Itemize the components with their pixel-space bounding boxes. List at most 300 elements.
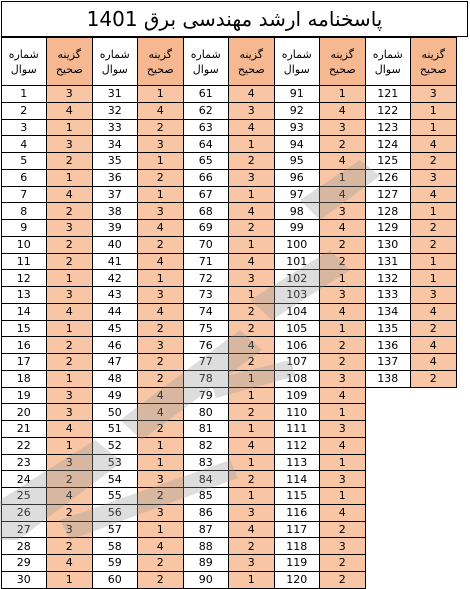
table-row (2, 136, 457, 153)
question-number-cell: 23 (2, 454, 47, 471)
answer-cell: 2 (319, 337, 366, 354)
answer-cell: 3 (46, 86, 93, 103)
answer-cell: 3 (46, 404, 93, 421)
question-number-cell: 40 (93, 236, 138, 253)
question-number-cell: 91 (275, 86, 320, 103)
question-number-cell: 112 (275, 437, 320, 454)
answer-cell: 1 (46, 437, 93, 454)
empty-cell (410, 437, 457, 454)
table-row (2, 220, 457, 237)
question-number-cell: 41 (93, 253, 138, 270)
table-row (2, 86, 457, 103)
question-number-cell: 96 (275, 169, 320, 186)
answer-cell: 4 (228, 521, 275, 538)
empty-cell (366, 421, 411, 438)
question-number-cell: 21 (2, 421, 47, 438)
table-row (2, 303, 457, 320)
answer-cell: 2 (46, 504, 93, 521)
answer-cell: 4 (319, 186, 366, 203)
answer-cell: 4 (137, 404, 184, 421)
answer-cell: 2 (46, 236, 93, 253)
question-number-cell: 92 (275, 102, 320, 119)
question-number-cell: 137 (366, 354, 411, 371)
answer-cell: 1 (319, 270, 366, 287)
empty-cell (410, 471, 457, 488)
answer-cell: 1 (46, 270, 93, 287)
question-number-cell: 102 (275, 270, 320, 287)
question-number-cell: 110 (275, 404, 320, 421)
empty-cell (410, 538, 457, 555)
answer-cell: 2 (137, 169, 184, 186)
answer-cell: 3 (319, 471, 366, 488)
answer-cell: 2 (137, 320, 184, 337)
question-number-cell: 33 (93, 119, 138, 136)
answer-cell: 1 (319, 454, 366, 471)
question-number-cell: 1 (2, 86, 47, 103)
table-row (2, 471, 457, 488)
answer-key-table (1, 37, 457, 589)
answer-cell: 1 (319, 86, 366, 103)
question-number-cell: 101 (275, 253, 320, 270)
question-number-cell: 120 (275, 571, 320, 588)
question-number-cell: 3 (2, 119, 47, 136)
answer-cell: 4 (46, 555, 93, 572)
answer-cell: 2 (137, 488, 184, 505)
answer-cell: 3 (319, 370, 366, 387)
answer-cell: 1 (410, 203, 457, 220)
table-row (2, 119, 457, 136)
table-row (2, 354, 457, 371)
question-number-cell: 109 (275, 387, 320, 404)
answer-cell: 4 (319, 504, 366, 521)
question-number-cell: 117 (275, 521, 320, 538)
question-number-cell: 58 (93, 538, 138, 555)
table-row (2, 236, 457, 253)
question-number-cell: 69 (184, 220, 229, 237)
question-number-cell: 71 (184, 253, 229, 270)
question-number-cell: 48 (93, 370, 138, 387)
answer-cell: 2 (228, 320, 275, 337)
question-number-cell: 38 (93, 203, 138, 220)
question-number-cell: 75 (184, 320, 229, 337)
table-row (2, 521, 457, 538)
answer-cell: 2 (410, 153, 457, 170)
question-number-cell: 11 (2, 253, 47, 270)
answer-cell: 2 (410, 320, 457, 337)
question-number-cell: 113 (275, 454, 320, 471)
question-number-cell: 19 (2, 387, 47, 404)
question-number-cell: 73 (184, 287, 229, 304)
question-number-cell: 74 (184, 303, 229, 320)
answer-cell: 2 (137, 421, 184, 438)
answer-cell: 1 (137, 521, 184, 538)
sheet-title-text: پاسخنامه ارشد مهندسی برق 1401 (86, 7, 383, 31)
question-number-cell: 82 (184, 437, 229, 454)
question-number-cell: 125 (366, 153, 411, 170)
question-number-cell: 88 (184, 538, 229, 555)
question-number-cell: 34 (93, 136, 138, 153)
answer-cell: 2 (137, 571, 184, 588)
table-row (2, 454, 457, 471)
table-row (2, 538, 457, 555)
table-row (2, 555, 457, 572)
answer-cell: 1 (410, 253, 457, 270)
question-number-cell: 115 (275, 488, 320, 505)
answer-cell: 3 (137, 337, 184, 354)
answer-cell: 4 (46, 303, 93, 320)
question-number-cell: 97 (275, 186, 320, 203)
question-number-cell: 67 (184, 186, 229, 203)
question-number-cell: 114 (275, 471, 320, 488)
question-number-cell: 5 (2, 153, 47, 170)
answer-cell: 3 (319, 119, 366, 136)
empty-cell (410, 571, 457, 588)
answer-cell: 4 (228, 253, 275, 270)
answer-cell: 3 (410, 169, 457, 186)
header-question-number: شماره سوال (184, 38, 229, 86)
table-row (2, 203, 457, 220)
question-number-cell: 45 (93, 320, 138, 337)
question-number-cell: 93 (275, 119, 320, 136)
answer-cell: 3 (319, 421, 366, 438)
empty-cell (366, 488, 411, 505)
table-row (2, 421, 457, 438)
answer-cell: 2 (228, 220, 275, 237)
question-number-cell: 70 (184, 236, 229, 253)
answer-cell: 4 (137, 253, 184, 270)
table-row (2, 404, 457, 421)
question-number-cell: 4 (2, 136, 47, 153)
answer-cell: 3 (228, 102, 275, 119)
answer-cell: 4 (410, 186, 457, 203)
question-number-cell: 123 (366, 119, 411, 136)
answer-cell: 4 (228, 119, 275, 136)
question-number-cell: 128 (366, 203, 411, 220)
question-number-cell: 105 (275, 320, 320, 337)
question-number-cell: 62 (184, 102, 229, 119)
question-number-cell: 133 (366, 287, 411, 304)
table-body (2, 86, 457, 589)
question-number-cell: 2 (2, 102, 47, 119)
question-number-cell: 130 (366, 236, 411, 253)
answer-cell: 1 (137, 153, 184, 170)
question-number-cell: 53 (93, 454, 138, 471)
answer-cell: 3 (137, 504, 184, 521)
question-number-cell: 81 (184, 421, 229, 438)
answer-cell: 1 (46, 370, 93, 387)
question-number-cell: 78 (184, 370, 229, 387)
question-number-cell: 124 (366, 136, 411, 153)
table-row (2, 169, 457, 186)
table-row (2, 437, 457, 454)
empty-cell (410, 421, 457, 438)
answer-cell: 2 (228, 538, 275, 555)
answer-cell: 2 (319, 236, 366, 253)
answer-cell: 2 (137, 236, 184, 253)
answer-cell: 2 (137, 119, 184, 136)
question-number-cell: 131 (366, 253, 411, 270)
answer-cell: 4 (228, 203, 275, 220)
empty-cell (366, 471, 411, 488)
question-number-cell: 8 (2, 203, 47, 220)
empty-cell (410, 404, 457, 421)
answer-cell: 3 (228, 504, 275, 521)
answer-cell: 2 (319, 253, 366, 270)
question-number-cell: 80 (184, 404, 229, 421)
question-number-cell: 54 (93, 471, 138, 488)
table-row (2, 186, 457, 203)
answer-cell: 4 (137, 102, 184, 119)
empty-cell (366, 437, 411, 454)
empty-cell (366, 538, 411, 555)
answer-cell: 4 (228, 337, 275, 354)
answer-cell: 2 (228, 471, 275, 488)
question-number-cell: 66 (184, 169, 229, 186)
question-number-cell: 15 (2, 320, 47, 337)
answer-cell: 1 (319, 488, 366, 505)
empty-cell (366, 404, 411, 421)
answer-cell: 2 (46, 471, 93, 488)
question-number-cell: 55 (93, 488, 138, 505)
answer-cell: 4 (228, 86, 275, 103)
answer-cell: 1 (319, 169, 366, 186)
question-number-cell: 79 (184, 387, 229, 404)
answer-cell: 2 (46, 253, 93, 270)
answer-cell: 1 (228, 236, 275, 253)
question-number-cell: 36 (93, 169, 138, 186)
answer-cell: 2 (228, 404, 275, 421)
question-number-cell: 65 (184, 153, 229, 170)
question-number-cell: 108 (275, 370, 320, 387)
question-number-cell: 64 (184, 136, 229, 153)
header-correct-option: گزینه صحیح (137, 38, 184, 86)
question-number-cell: 24 (2, 471, 47, 488)
answer-cell: 3 (46, 136, 93, 153)
answer-cell: 4 (319, 303, 366, 320)
question-number-cell: 94 (275, 136, 320, 153)
answer-cell: 4 (319, 220, 366, 237)
empty-cell (366, 521, 411, 538)
question-number-cell: 32 (93, 102, 138, 119)
answer-cell: 4 (46, 421, 93, 438)
question-number-cell: 83 (184, 454, 229, 471)
question-number-cell: 135 (366, 320, 411, 337)
question-number-cell: 121 (366, 86, 411, 103)
question-number-cell: 136 (366, 337, 411, 354)
question-number-cell: 134 (366, 303, 411, 320)
answer-cell: 2 (319, 571, 366, 588)
answer-cell: 3 (410, 287, 457, 304)
question-number-cell: 9 (2, 220, 47, 237)
table-row (2, 320, 457, 337)
question-number-cell: 39 (93, 220, 138, 237)
header-question-number: شماره سوال (93, 38, 138, 86)
question-number-cell: 17 (2, 354, 47, 371)
answer-cell: 3 (228, 270, 275, 287)
question-number-cell: 122 (366, 102, 411, 119)
question-number-cell: 10 (2, 236, 47, 253)
answer-cell: 1 (319, 320, 366, 337)
answer-cell: 2 (137, 354, 184, 371)
answer-cell: 1 (228, 186, 275, 203)
question-number-cell: 98 (275, 203, 320, 220)
answer-cell: 4 (137, 387, 184, 404)
question-number-cell: 47 (93, 354, 138, 371)
question-number-cell: 138 (366, 370, 411, 387)
answer-cell: 4 (228, 437, 275, 454)
empty-cell (410, 555, 457, 572)
table-row (2, 253, 457, 270)
answer-cell: 4 (137, 220, 184, 237)
question-number-cell: 116 (275, 504, 320, 521)
question-number-cell: 35 (93, 153, 138, 170)
question-number-cell: 60 (93, 571, 138, 588)
answer-cell: 2 (228, 354, 275, 371)
answer-cell: 2 (137, 370, 184, 387)
question-number-cell: 43 (93, 287, 138, 304)
answer-cell: 1 (228, 421, 275, 438)
question-number-cell: 29 (2, 555, 47, 572)
table-row (2, 370, 457, 387)
empty-cell (366, 454, 411, 471)
table-row (2, 337, 457, 354)
question-number-cell: 127 (366, 186, 411, 203)
question-number-cell: 126 (366, 169, 411, 186)
table-row (2, 102, 457, 119)
question-number-cell: 28 (2, 538, 47, 555)
answer-cell: 1 (410, 119, 457, 136)
question-number-cell: 59 (93, 555, 138, 572)
question-number-cell: 100 (275, 236, 320, 253)
answer-cell: 4 (46, 186, 93, 203)
question-number-cell: 57 (93, 521, 138, 538)
answer-cell: 3 (137, 136, 184, 153)
question-number-cell: 85 (184, 488, 229, 505)
answer-cell: 1 (410, 102, 457, 119)
empty-cell (366, 504, 411, 521)
answer-cell: 3 (137, 203, 184, 220)
header-correct-option: گزینه صحیح (410, 38, 457, 86)
question-number-cell: 72 (184, 270, 229, 287)
answer-cell: 1 (319, 404, 366, 421)
question-number-cell: 50 (93, 404, 138, 421)
answer-cell: 2 (46, 354, 93, 371)
empty-cell (366, 555, 411, 572)
table-row (2, 270, 457, 287)
answer-cell: 2 (319, 555, 366, 572)
header-correct-option: گزینه صحیح (228, 38, 275, 86)
answer-cell: 3 (319, 287, 366, 304)
answer-cell: 3 (46, 454, 93, 471)
question-number-cell: 30 (2, 571, 47, 588)
answer-cell: 2 (46, 203, 93, 220)
question-number-cell: 99 (275, 220, 320, 237)
question-number-cell: 107 (275, 354, 320, 371)
answer-cell: 1 (137, 270, 184, 287)
question-number-cell: 129 (366, 220, 411, 237)
answer-cell: 3 (410, 86, 457, 103)
answer-cell: 2 (319, 136, 366, 153)
answer-cell: 1 (228, 571, 275, 588)
question-number-cell: 63 (184, 119, 229, 136)
answer-cell: 4 (46, 102, 93, 119)
empty-cell (366, 571, 411, 588)
empty-cell (366, 387, 411, 404)
question-number-cell: 12 (2, 270, 47, 287)
answer-cell: 1 (410, 270, 457, 287)
answer-cell: 2 (228, 153, 275, 170)
answer-cell: 3 (319, 538, 366, 555)
answer-cell: 1 (228, 488, 275, 505)
answer-cell: 1 (137, 186, 184, 203)
answer-cell: 4 (46, 488, 93, 505)
question-number-cell: 132 (366, 270, 411, 287)
question-number-cell: 61 (184, 86, 229, 103)
answer-cell: 1 (46, 320, 93, 337)
table-row (2, 504, 457, 521)
question-number-cell: 52 (93, 437, 138, 454)
question-number-cell: 49 (93, 387, 138, 404)
question-number-cell: 16 (2, 337, 47, 354)
table-row (2, 287, 457, 304)
answer-cell: 3 (137, 287, 184, 304)
answer-cell: 2 (228, 303, 275, 320)
answer-cell: 4 (137, 538, 184, 555)
answer-cell: 2 (46, 538, 93, 555)
answer-cell: 3 (228, 169, 275, 186)
answer-cell: 2 (410, 236, 457, 253)
answer-cell: 4 (410, 303, 457, 320)
question-number-cell: 76 (184, 337, 229, 354)
question-number-cell: 31 (93, 86, 138, 103)
question-number-cell: 68 (184, 203, 229, 220)
answer-cell: 3 (46, 387, 93, 404)
question-number-cell: 103 (275, 287, 320, 304)
header-question-number: شماره سوال (275, 38, 320, 86)
answer-cell: 4 (410, 337, 457, 354)
question-number-cell: 37 (93, 186, 138, 203)
question-number-cell: 7 (2, 186, 47, 203)
question-number-cell: 106 (275, 337, 320, 354)
answer-cell: 4 (410, 136, 457, 153)
answer-cell: 3 (46, 220, 93, 237)
question-number-cell: 44 (93, 303, 138, 320)
answer-cell: 4 (137, 303, 184, 320)
table-row (2, 153, 457, 170)
header-correct-option: گزینه صحیح (319, 38, 366, 86)
question-number-cell: 51 (93, 421, 138, 438)
table-row (2, 387, 457, 404)
answer-cell: 1 (228, 136, 275, 153)
question-number-cell: 46 (93, 337, 138, 354)
sheet-title (1, 1, 468, 37)
answer-cell: 1 (228, 454, 275, 471)
answer-cell: 3 (46, 287, 93, 304)
question-number-cell: 89 (184, 555, 229, 572)
question-number-cell: 119 (275, 555, 320, 572)
question-number-cell: 6 (2, 169, 47, 186)
empty-cell (410, 488, 457, 505)
answer-cell: 4 (319, 437, 366, 454)
question-number-cell: 42 (93, 270, 138, 287)
answer-cell: 4 (319, 102, 366, 119)
question-number-cell: 18 (2, 370, 47, 387)
answer-cell: 2 (137, 555, 184, 572)
answer-cell: 2 (410, 370, 457, 387)
header-question-number: شماره سوال (2, 38, 47, 86)
answer-cell: 2 (319, 521, 366, 538)
answer-cell: 2 (319, 354, 366, 371)
